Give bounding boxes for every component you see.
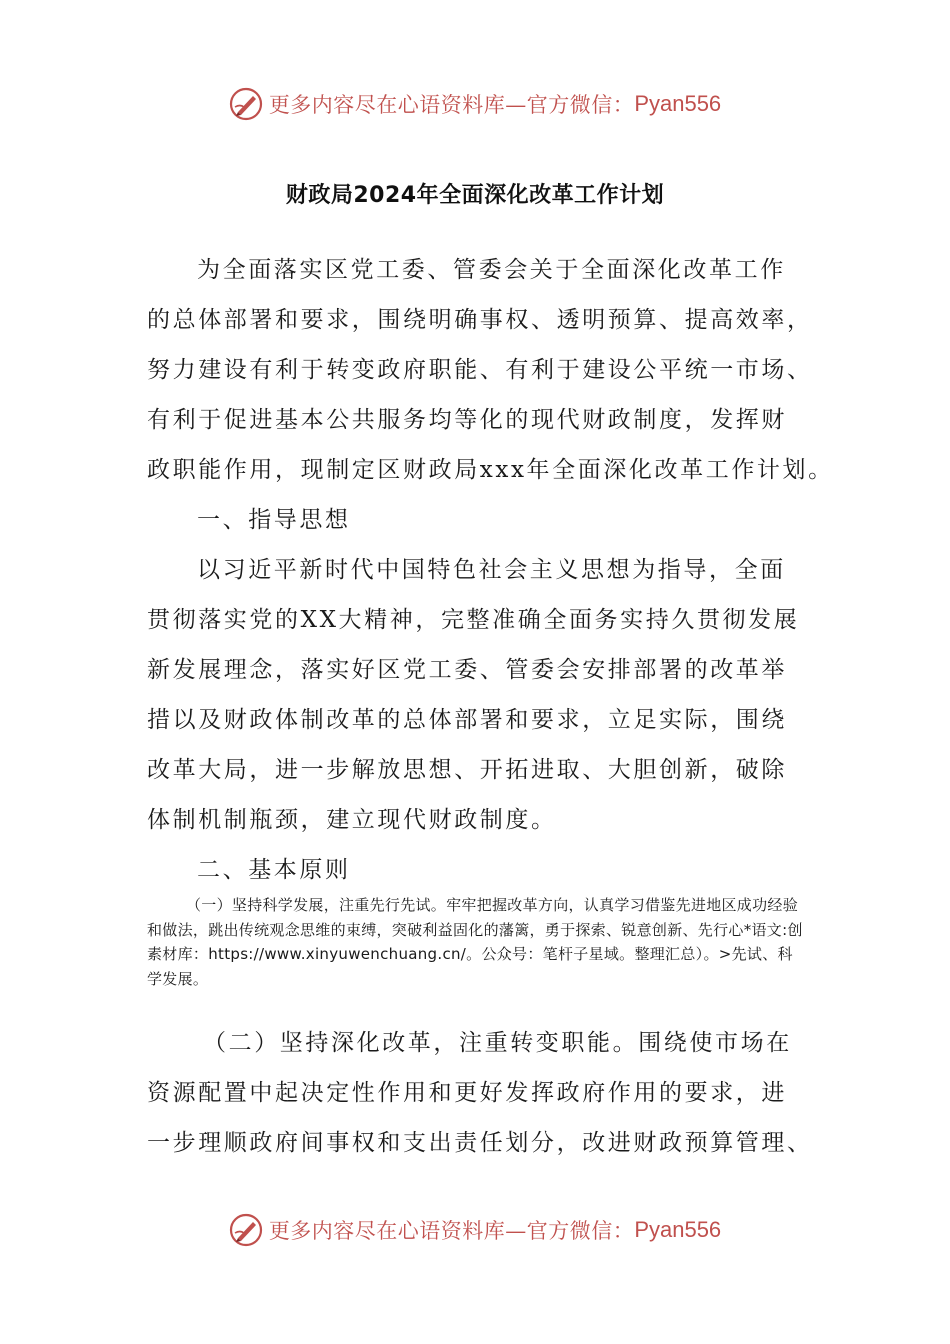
body-line: 的总体部署和要求，围绕明确事权、透明预算、提高效率， [147,307,813,333]
watermark-banner-top [0,82,950,126]
body-line: 资源配置中起决定性作用和更好发挥政府作用的要求，进 [147,1080,787,1106]
body-line: 新发展理念，落实好区党工委、管委会安排部署的改革举 [147,657,787,683]
watermark-banner-bottom [0,1208,950,1252]
pen-logo-icon [229,1213,263,1247]
watermark-wechat-id: Pyan556 [634,1217,722,1242]
small-paragraph [147,893,807,991]
watermark-text: 更多内容尽在心语资料库—官方微信： [268,1219,635,1243]
section-heading: 一、指导思想 [197,507,351,533]
section-heading: 二、基本原则 [197,857,351,883]
small-paragraph-text: （一）坚持科学发展，注重先行先试。牢牢把握改革方向，认真学习借鉴先进地区成功经验和做法，跳出传统观念思维的束缚，突破利益固化的藩篱，勇于探索、锐意创新、先行心*语文:创素材库：https://www.xinyuwenchuang.cn/。公众号：笔杆子星域。整理汇总）。>先试、科学发展。 [147,896,803,988]
body-line: 改革大局，进一步解放思想、开拓进取、大胆创新，破除 [147,757,787,783]
body-line: 一步理顺政府间事权和支出责任划分，改进财政预算管理、 [147,1130,813,1156]
body-line: 体制机制瓶颈，建立现代财政制度。 [147,807,557,833]
pen-logo-icon [229,87,263,121]
body-line: 措以及财政体制改革的总体部署和要求，立足实际，围绕 [147,707,787,733]
watermark-wechat-id: Pyan556 [634,91,722,116]
body-line: 努力建设有利于转变政府职能、有利于建设公平统一市场、 [147,357,813,383]
body-line: （二）坚持深化改革，注重转变职能。围绕使市场在 [203,1030,792,1056]
body-line: 为全面落实区党工委、管委会关于全面深化改革工作 [197,257,786,283]
body-line: 以习近平新时代中国特色社会主义思想为指导，全面 [197,557,786,583]
body-line: 政职能作用，现制定区财政局xxx年全面深化改革工作计划。 [147,457,834,483]
body-line: 有利于促进基本公共服务均等化的现代财政制度，发挥财 [147,407,787,433]
watermark-text: 更多内容尽在心语资料库—官方微信： [268,93,635,117]
body-line: 贯彻落实党的XX大精神，完整准确全面务实持久贯彻发展 [147,607,800,633]
document-title: 财政局2024年全面深化改革工作计划 [285,183,665,208]
